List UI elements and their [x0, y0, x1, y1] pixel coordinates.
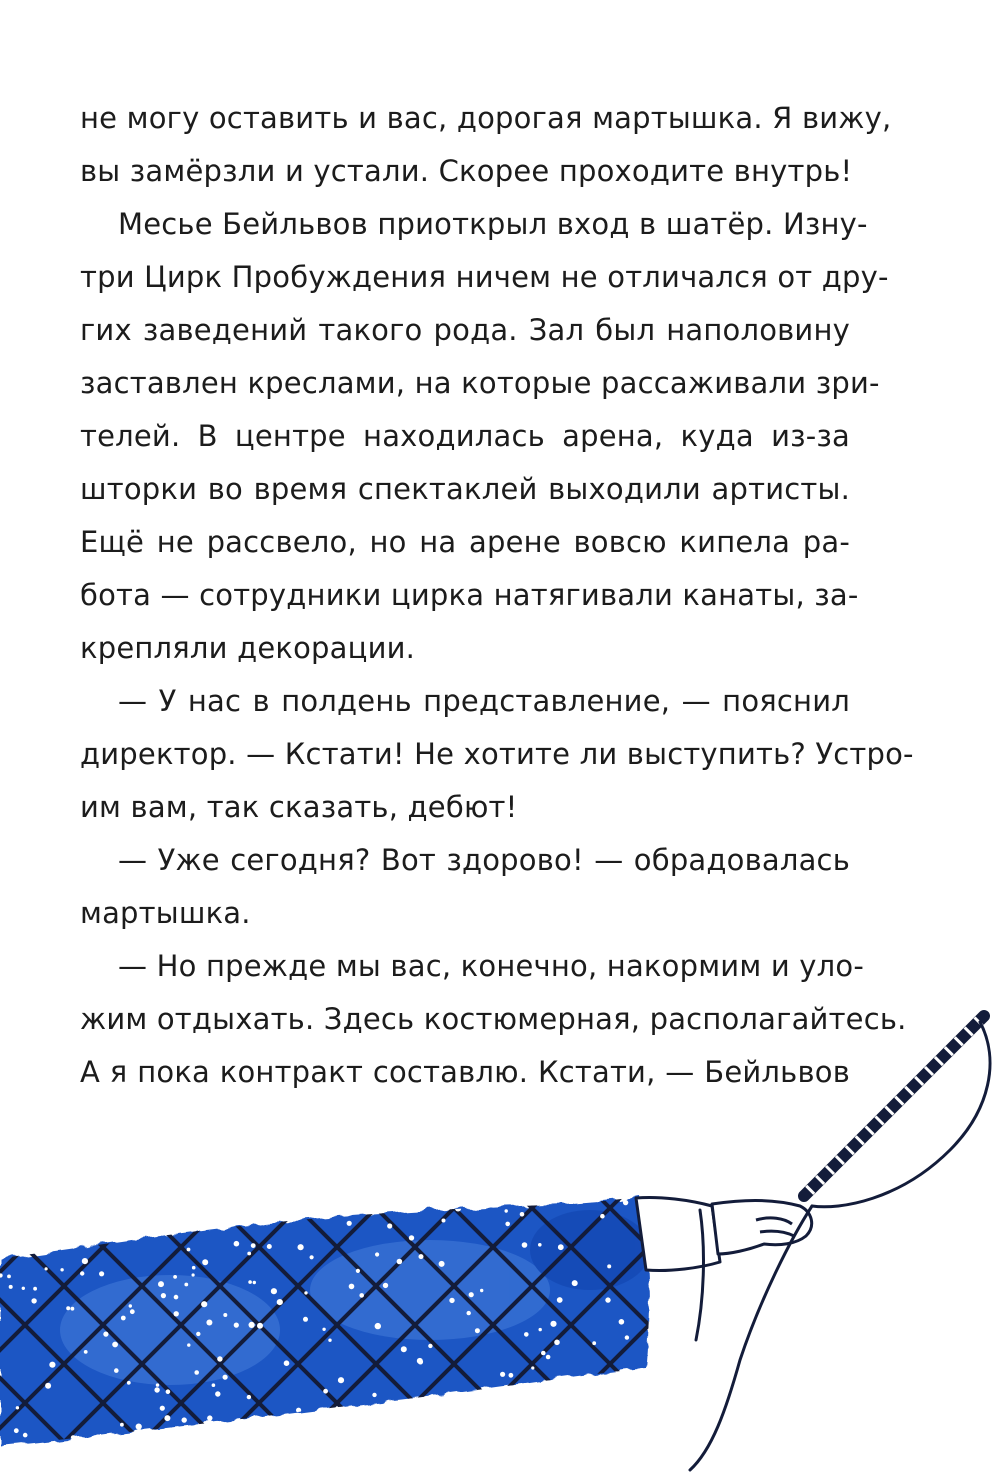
text-line: им вам, так сказать, дебют! [80, 790, 518, 824]
whip-handle [804, 1016, 984, 1196]
text-line: вы замёрзли и устали. Скорее проходите внутрь! [80, 154, 853, 188]
glove [636, 1197, 812, 1270]
sleeve [0, 1190, 1000, 1460]
text-line: шторки во время спектаклей выходили артисты. [80, 472, 850, 506]
arm-with-whip-illustration [0, 1010, 1000, 1484]
text-line: — Но прежде мы вас, конечно, накормим и уло- [118, 949, 864, 983]
text-line: жим отдыхать. Здесь костюмерная, располагайтесь. [80, 1002, 907, 1036]
text-line: — Уже сегодня? Вот здорово! — обрадовалась [118, 843, 850, 877]
text-line: не могу оставить и вас, дорогая мартышка. Я вижу, [80, 101, 892, 135]
text-line: А я пока контракт составлю. Кстати, — Бейльвов [80, 1055, 850, 1089]
text-line: три Цирк Пробуждения ничем не отличался от дру- [80, 260, 889, 294]
text-line: бота — сотрудники цирка натягивали канаты, за- [80, 578, 859, 612]
text-line: Месье Бейльвов приоткрыл вход в шатёр. Изну- [118, 207, 868, 241]
text-line: крепляли декорации. [80, 631, 416, 665]
text-line: Ещё не рассвело, но на арене вовсю кипела ра- [80, 525, 850, 559]
text-line: — У нас в полдень представление, — пояснил [118, 684, 850, 718]
text-line: гих заведений такого рода. Зал был наполовину [80, 313, 850, 347]
body-text [80, 92, 914, 1099]
text-line: заставлен креслами, на которые рассаживали зри- [80, 366, 880, 400]
text-line: директор. — Кстати! Не хотите ли выступить? Устро- [80, 737, 914, 771]
text-line: телей. В центре находилась арена, куда из-за [80, 419, 850, 453]
text-line: мартышка. [80, 896, 251, 930]
